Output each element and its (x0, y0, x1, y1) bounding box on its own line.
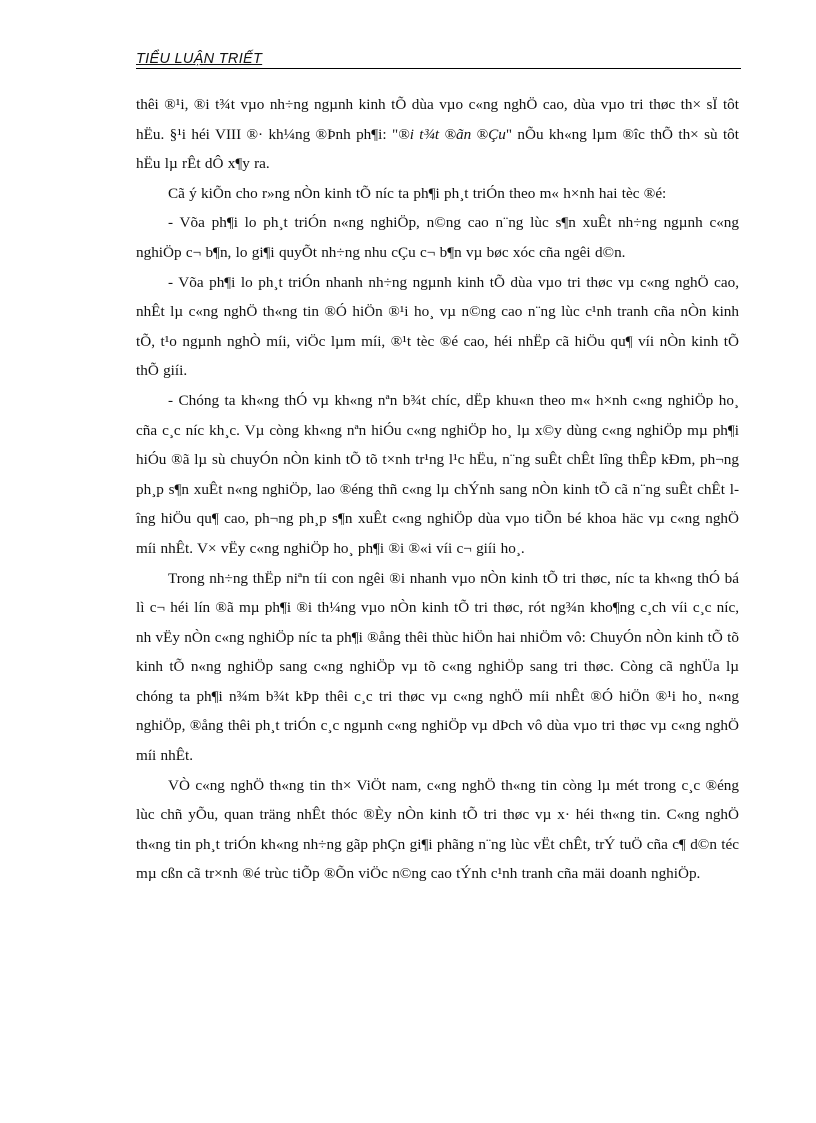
paragraph-text: - Chóng ta kh«ng thÓ vµ kh«ng nªn b¾t chíc, dËp khu«n theo m« h×nh c«ng nghiÖp ho¸ cña c¸c níc kh¸c. Vµ còng kh«ng nªn hiÓu c«ng nghiÖp ho¸ lµ x©y dùng c«ng nghiÖp mµ ph¶i hiÓu ®ã lµ sù chuyÓn nÒn kinh tÕ tõ t×nh tr¹ng l¹c hËu, n¨ng suÊt chÊt lîng thÊp kÐm, ph¬ng ph¸p s¶n xuÊt n«ng nghiÖp, lao ®éng thñ c«ng lµ chÝnh sang nÒn kinh tÕ cã n¨ng suÊt chÊt lîng hiÖu qu¶ cao, ph¬ng ph¸p s¶n xuÊt c«ng nghiÖp dùa vµo tiÕn bé khoa häc vµ c«ng nghÖ míi nhÊt. V× vËy c«ng nghiÖp ho¸ ph¶i ®i ®«i víi c¬ giíi ho¸. (136, 391, 739, 557)
paragraph-1 (136, 90, 739, 179)
paragraph-5 (136, 386, 739, 564)
paragraph-text: Cã ý kiÕn cho r»ng nÒn kinh tÕ níc ta ph¶i ph¸t triÓn theo m« h×nh hai tèc ®é: (168, 184, 667, 202)
paragraph-6 (136, 564, 739, 771)
paragraph-text: - Võa ph¶i lo ph¸t triÓn n«ng nghiÖp, n©ng cao n¨ng lùc s¶n xuÊt nh÷ng ngµnh c«ng nghiÖp c¬ b¶n, lo gi¶i quyÕt nh÷ng nhu cÇu c¬ b¶n vµ bøc xóc cña ngêi d©n. (136, 214, 739, 261)
paragraph-text: - Võa ph¶i lo ph¸t triÓn nhanh nh÷ng ngµnh kinh tÕ dùa vµo tri thøc vµ c«ng nghÖ cao, nhÊt lµ c«ng nghÖ th«ng tin ®Ó hiÖn ®¹i ho¸ vµ n©ng cao n¨ng lùc c¹nh tranh cña nÒn kinh tÕ, t¹o ngµnh nghÒ míi, viÖc lµm míi, ®¹t tèc ®é cao, héi nhËp cã hiÖu qu¶ víi nÒn kinh tÕ thÕ giíi. (136, 273, 739, 380)
paragraph-3 (136, 208, 739, 267)
emphasis-phrase: ®i t¾t ®ãn ®Çu (398, 125, 506, 143)
paragraph-text-after: " nÕu kh«ng lµm ®îc thÕ th× sù tôt hËu lµ rÊt dÔ x¶y ra. (136, 125, 740, 173)
paragraph-2 (136, 179, 739, 209)
paragraph-text: Trong nh÷ng thËp niªn tíi con ngêi ®i nhanh vµo nÒn kinh tÕ tri thøc, níc ta kh«ng thÓ bá lì c¬ héi lín ®ã mµ ph¶i ®i th¼ng vµo nÒn kinh tÕ tri thøc, rót ng¾n kho¶ng c¸ch víi c¸c níc, nh vËy nÒn c«ng nghiÖp níc ta ph¶i ®ång thêi thùc hiÖn hai nhiÖm vô: ChuyÓn nÒn kinh tÕ tõ kinh tÕ n«ng nghiÖp sang c«ng nghiÖp vµ tõ c«ng nghiÖp sang tri thøc. Còng cã nghÜa lµ chóng ta ph¶i n¾m b¾t kÞp thêi c¸c tri thøc vµ c«ng nghÖ míi nhÊt ®Ó hiÖn ®¹i ho¸ n«ng nghiÖp, ®ång thêi ph¸t triÓn c¸c ngµnh c«ng nghiÖp vµ dÞch vô dùa vµo tri thøc vµ c«ng nghÖ míi nhÊt. (136, 569, 739, 765)
paragraph-text: VÒ c«ng nghÖ th«ng tin th× ViÖt nam, c«ng nghÖ th«ng tin còng lµ mét trong c¸c ®éng lùc chñ yÕu, quan träng nhÊt thóc ®Èy nÒn kinh tÕ tri thøc vµ x· héi th«ng tin. C«ng nghÖ th«ng tin ph¸t triÓn kh«ng nh÷ng gãp phÇn gi¶i phãng n¨ng lùc vËt chÊt, trÝ tuÖ cña c¶ d©n téc mµ cßn cã tr×nh ®é trùc tiÕp ®Õn viÖc n©ng cao tÝnh c¹nh tranh cña mäi doanh nghiÖp. (136, 776, 739, 883)
body-text (136, 90, 739, 889)
paragraph-7 (136, 771, 739, 889)
header-title: TIỂU LUẬN TRIẾT (136, 51, 263, 67)
paragraph-text: thêi ®¹i, ®i t¾t vµo nh÷ng ngµnh kinh tÕ dùa vµo c«ng nghÖ cao, dùa vµo tri thøc th× sÏ tôt hËu. §¹i héi VIII ®· kh¼ng ®Þnh ph¶i: " (136, 96, 739, 143)
paragraph-4 (136, 268, 739, 386)
page-header (136, 50, 741, 69)
